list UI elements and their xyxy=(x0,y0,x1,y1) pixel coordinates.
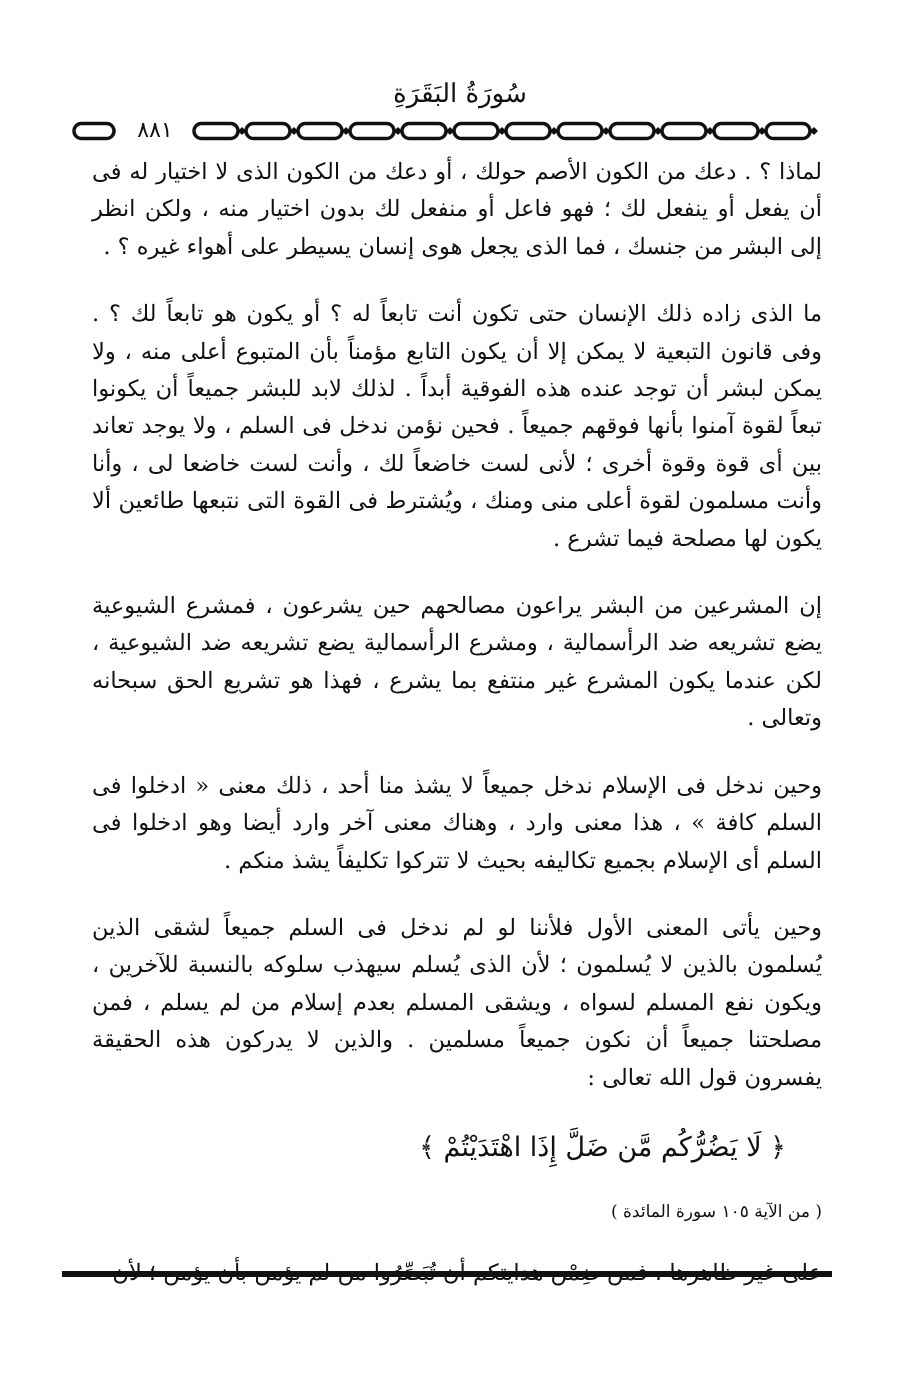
paragraph-4: وحين ندخل فى الإسلام ندخل جميعاً لا يشذ منا أحد ، ذلك معنى « ادخلوا فى السلم كافة » ، هذا معنى وارد ، وهناك معنى آخر وارد أيضا وهو ادخلوا فى السلم أى الإسلام بجميع تكاليفه بحيث لا تتركوا تكليفاً يشذ منكم . xyxy=(92,772,822,874)
header-ornament-border xyxy=(70,116,850,146)
paragraph-2: ما الذى زاده ذلك الإنسان حتى تكون أنت تابعاً له ؟ أو يكون هو تابعاً لك ؟ . وفى قانون التبعية لا يمكن إلا أن يكون التابع مؤمناً بأن المتبوع أعلى منه ، ولا يمكن لبشر أن توجد عنده هذه الفوقية أبداً . لذلك لابد للبشر جميعاً أن يكونوا تبعاً لقوة آمنوا بأنها فوقهم جميعاً . فحين نؤمن ندخل فى السلم ، ولا يوجد تعاند بين أى قوة وقوة أخرى ؛ لأنى لست خاضعاً لك ، وأنت لست خاضعا لى ، وأنا وأنت مسلمون لقوة أعلى منى ومنك ، ويُشترط فى القوة التى نتبعها طائعين ألا يكون لها مصلحة فيما تشرع . xyxy=(92,301,822,552)
footer-rule xyxy=(62,1271,832,1277)
verse-reference: ( من الآية ١٠٥ سورة المائدة ) xyxy=(610,1201,822,1222)
main-text xyxy=(92,154,822,1322)
surah-title: سُورَةُ البَقَرَةِ xyxy=(393,79,527,109)
paragraph-1: لماذا ؟ . دعك من الكون الأصم حولك ، أو دعك من الكون الذى لا اختيار له فى أن يفعل أو ينفعل لك ؛ فهو فاعل أو منفعل لك بدون اختيار منه ، ولكن انظر إلى البشر من جنسك ، فما الذى يجعل هوى إنسان يسيطر على أهواء غيره ؟ . xyxy=(92,159,822,260)
paragraph-5: وحين يأتى المعنى الأول فلأننا لو لم ندخل فى السلم جميعاً لشقى الذين يُسلمون بالذين لا يُسلمون ؛ لأن الذى يُسلم سيهذب سلوكه بالنسبة للآخرين ، ويكون نفع المسلم لسواه ، ويشقى المسلم بعدم إسلام من لم يسلم ، فمن مصلحتنا جميعاً أن نكون جميعاً مسلمين . والذين لا يدركون هذه الحقيقة يفسرون قول الله تعالى : xyxy=(92,914,822,1091)
quran-verse: ﴿ لَا يَضُرُّكُم مَّن ضَلَّ إِذَا اهْتَدَيْتُمْ ﴾ xyxy=(419,1131,786,1163)
paragraph-3: إن المشرعين من البشر يراعون مصالحهم حين يشرعون ، فمشرع الشيوعية يضع تشريعه ضد الرأسمالية ، ومشرع الرأسمالية يضع تشريعه ضد الشيوعية ، لكن عندما يكون المشرع غير منتفع بما يشرع ، فهذا هو تشريع الحق سبحانه وتعالى . xyxy=(92,593,822,732)
page-number: ٨٨١ xyxy=(120,116,190,146)
